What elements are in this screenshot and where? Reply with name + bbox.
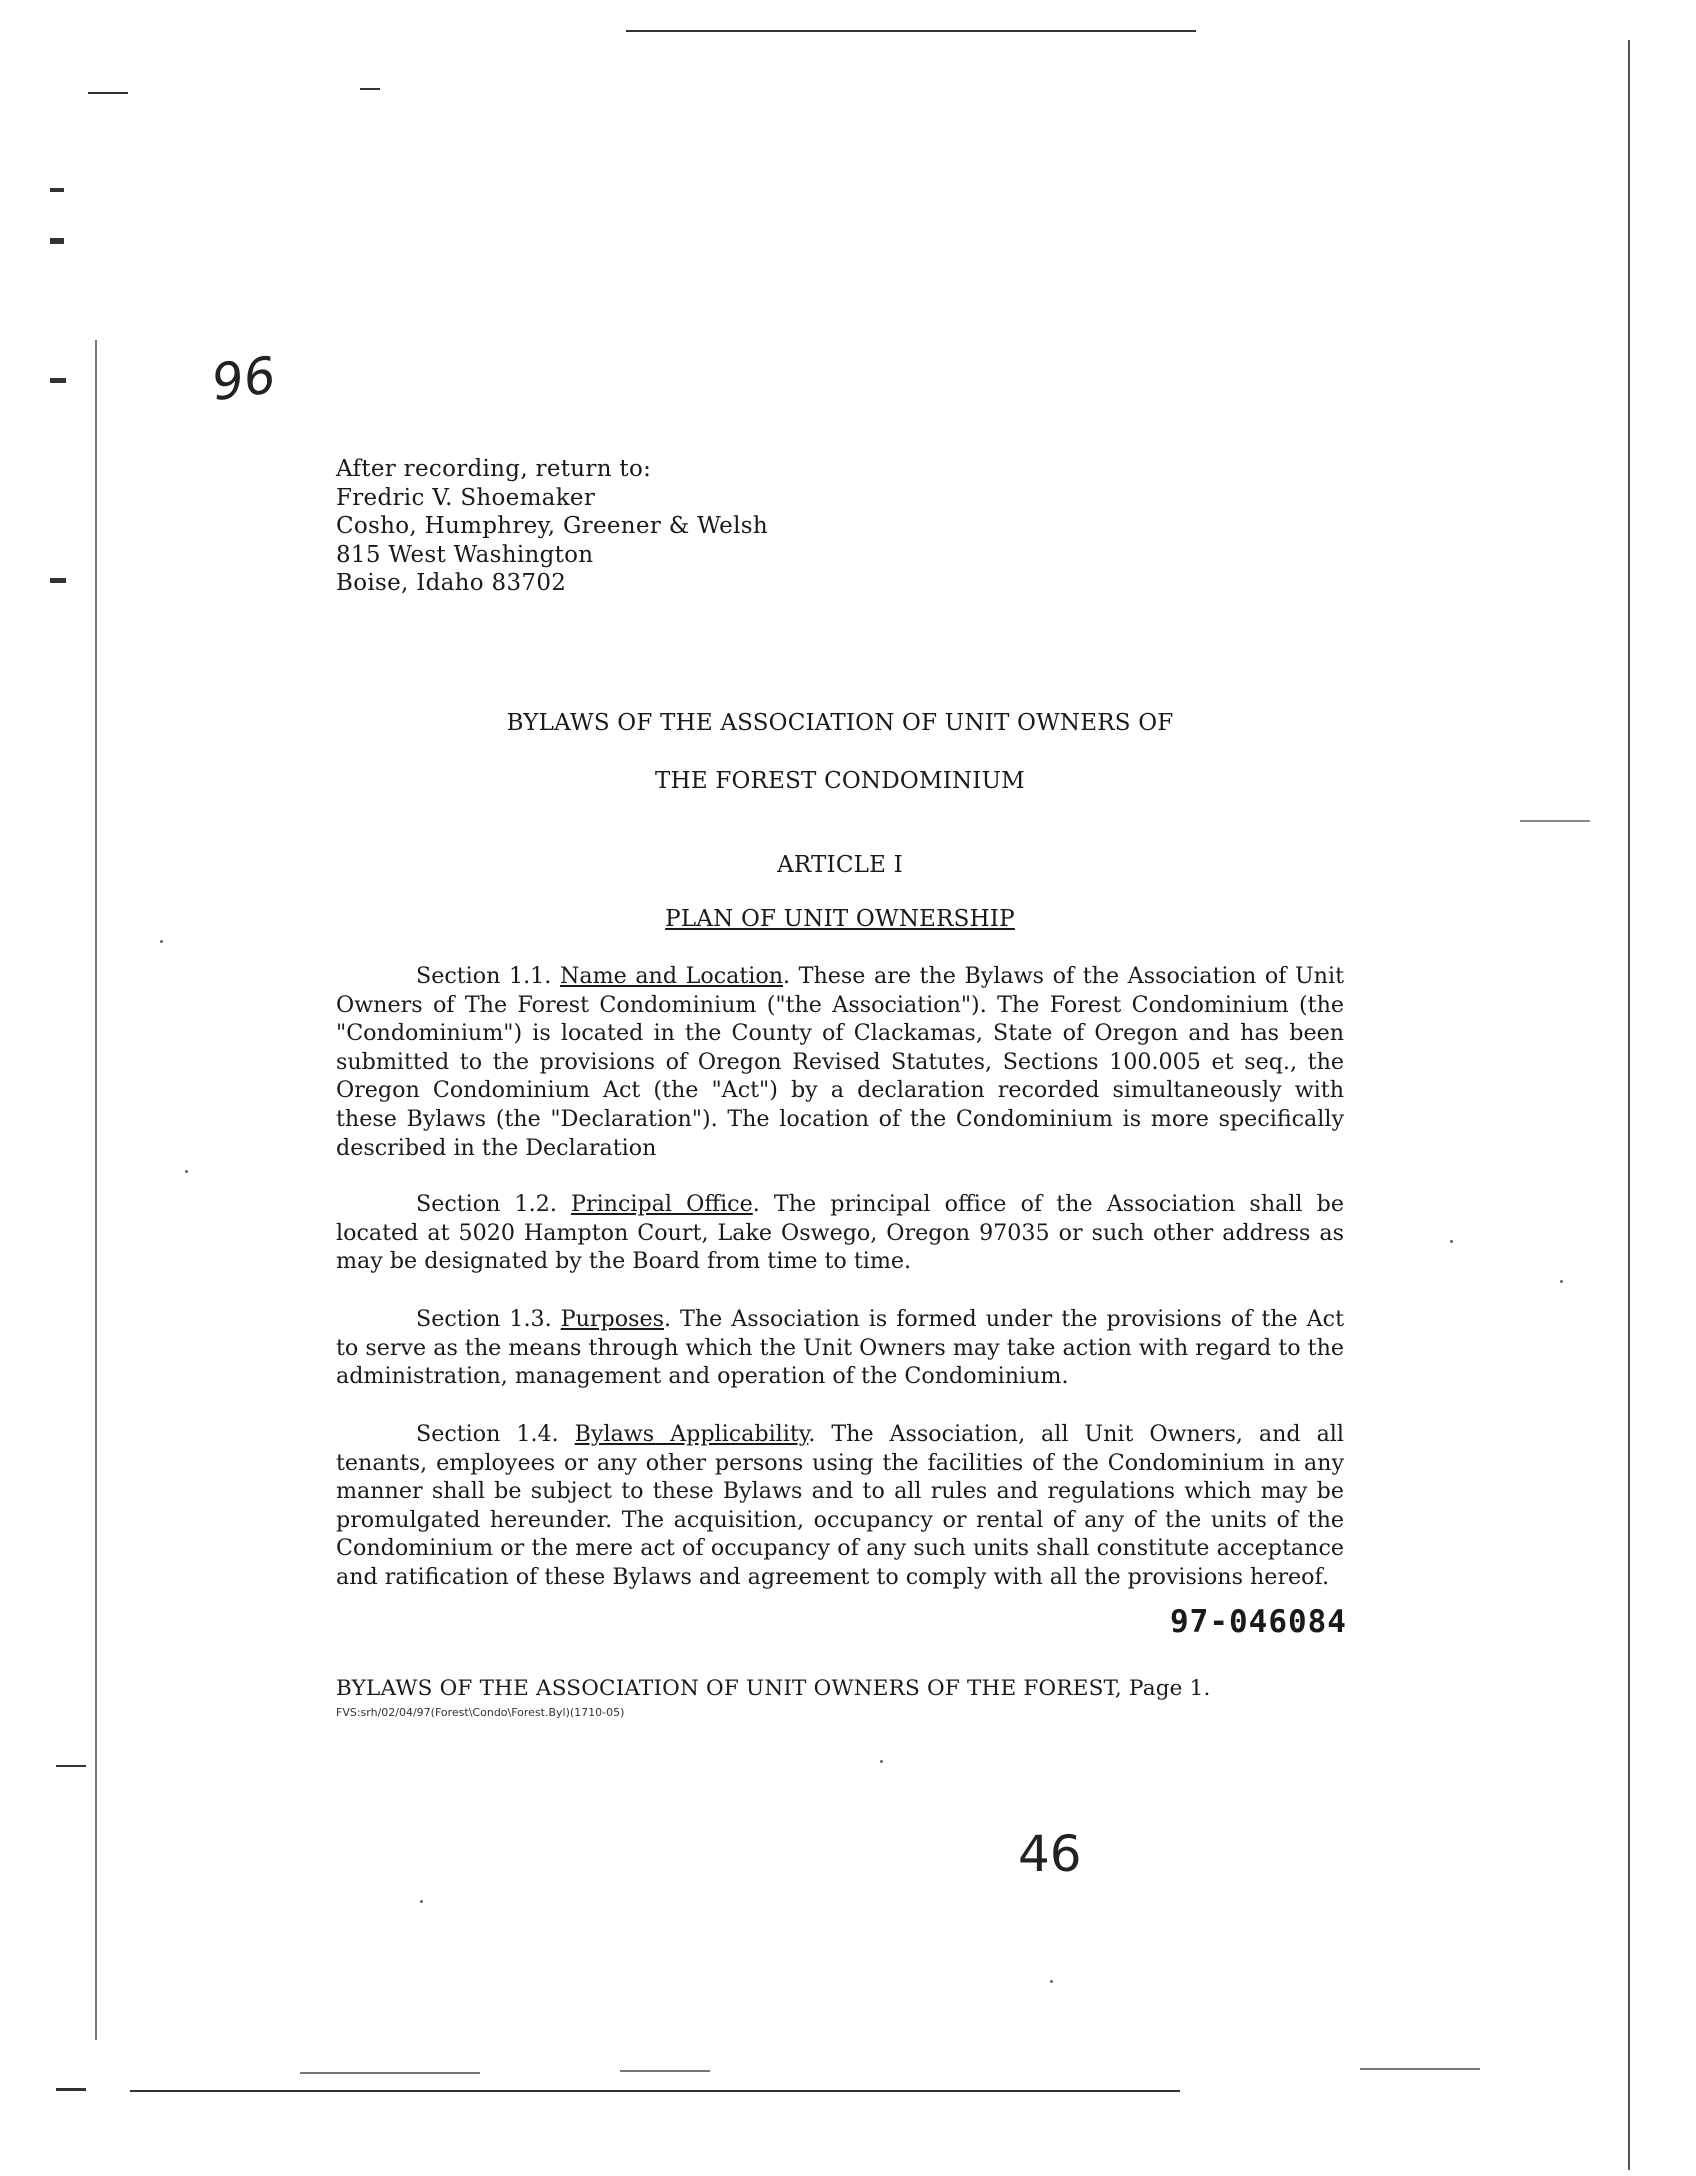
return-name: Fredric V. Shoemaker	[336, 484, 596, 511]
scan-speck	[160, 940, 163, 943]
scan-top-dash-3	[1520, 820, 1590, 822]
recording-number-stamp: 97-046084	[1170, 1604, 1347, 1640]
handwritten-page-mark-top: 96	[208, 345, 280, 413]
scan-top-dash-1	[88, 92, 128, 94]
scan-speck	[420, 1900, 423, 1903]
scan-left-tick-1	[50, 188, 64, 192]
section-number: Section 1.2.	[416, 1191, 557, 1217]
section-heading: Principal Office	[571, 1191, 753, 1217]
page-footer: BYLAWS OF THE ASSOCIATION OF UNIT OWNERS OF THE FOREST, Page 1.	[336, 1676, 1211, 1701]
return-street: 815 West Washington	[336, 541, 594, 568]
scan-left-tick-2	[50, 238, 64, 244]
scan-speck	[1560, 1280, 1563, 1283]
section-1-3	[336, 1305, 1344, 1391]
scan-left-edge	[95, 340, 97, 2040]
section-1-4	[336, 1420, 1344, 1592]
section-heading: Bylaws Applicability	[574, 1421, 809, 1447]
return-label: After recording, return to:	[336, 456, 652, 482]
section-number: Section 1.4.	[416, 1421, 559, 1447]
return-firm: Cosho, Humphrey, Greener & Welsh	[336, 513, 768, 539]
section-body: . The principal office of the Association shall be located at 5020 Hampton Court, Lake Oswego, Oregon 97035 or such other address as may be designated by the Board from time to time.	[336, 1191, 1344, 1275]
section-body: . The Association, all Unit Owners, and all tenants, employees or any other persons using the facilities of the Condominium in any manner shall be subject to these Bylaws and to all rules and regulations which may be promulgated hereunder. The acquisition, occupancy or rental of any of the units of the Condominium or the mere act of occupancy of any such units shall constitute acceptance and ratification of these Bylaws and agreement to comply with all the provisions hereof.	[336, 1421, 1344, 1590]
scan-speck	[185, 1170, 188, 1173]
section-heading: Name and Location	[559, 963, 784, 989]
scan-right-edge	[1628, 40, 1630, 2170]
footer-file-code: FVS:srh/02/04/97(Forest\Condo\Forest.Byl)(1710-05)	[336, 1706, 625, 1719]
section-1-2	[336, 1190, 1344, 1276]
scan-speck	[880, 1760, 883, 1763]
scan-left-tick-4	[50, 578, 66, 583]
scan-speck	[1450, 1240, 1453, 1243]
scan-left-tick-5	[56, 1765, 86, 1767]
document-title-line-1: BYLAWS OF THE ASSOCIATION OF UNIT OWNERS OF	[506, 710, 1174, 736]
scan-bottom-dash-3	[1360, 2068, 1480, 2070]
section-body: . The Association is formed under the provisions of the Act to serve as the means through which the Unit Owners may take action with regard to the administration, management and operation of the Condominium.	[336, 1306, 1344, 1390]
scan-top-rule	[626, 30, 1196, 32]
return-address-block	[336, 455, 768, 598]
section-body: . These are the Bylaws of the Association of Unit Owners of The Forest Condominium ("the Association"). The Forest Condominium (the "Condominium") is located in the County of Clackamas, State of Oregon and has been submitted to the provisions of Oregon Revised Statutes, Sections 100.005 et seq., the Oregon Condominium Act (the "Act") by a declaration recorded simultaneously with these Bylaws (the "Declaration"). The location of the Condominium is more specifically described in the Declaration	[336, 963, 1344, 1161]
scan-top-dash-2	[360, 88, 380, 90]
scan-left-tick-3	[50, 378, 66, 383]
section-1-1	[336, 962, 1344, 1162]
return-city: Boise, Idaho 83702	[336, 570, 567, 596]
document-title-line-2: THE FOREST CONDOMINIUM	[655, 768, 1025, 794]
section-heading: Purposes	[560, 1306, 664, 1332]
scan-left-tick-6	[56, 2088, 86, 2091]
section-number: Section 1.3.	[416, 1306, 552, 1332]
section-number: Section 1.1.	[416, 963, 552, 989]
scan-bottom-rule	[130, 2090, 1180, 2092]
scan-bottom-dash-1	[300, 2072, 480, 2074]
scan-bottom-dash-2	[620, 2070, 710, 2072]
scan-speck	[1050, 1980, 1053, 1983]
article-number: ARTICLE I	[777, 852, 903, 878]
handwritten-page-mark-bottom: 46	[1018, 1825, 1082, 1883]
article-heading: PLAN OF UNIT OWNERSHIP	[665, 906, 1015, 932]
